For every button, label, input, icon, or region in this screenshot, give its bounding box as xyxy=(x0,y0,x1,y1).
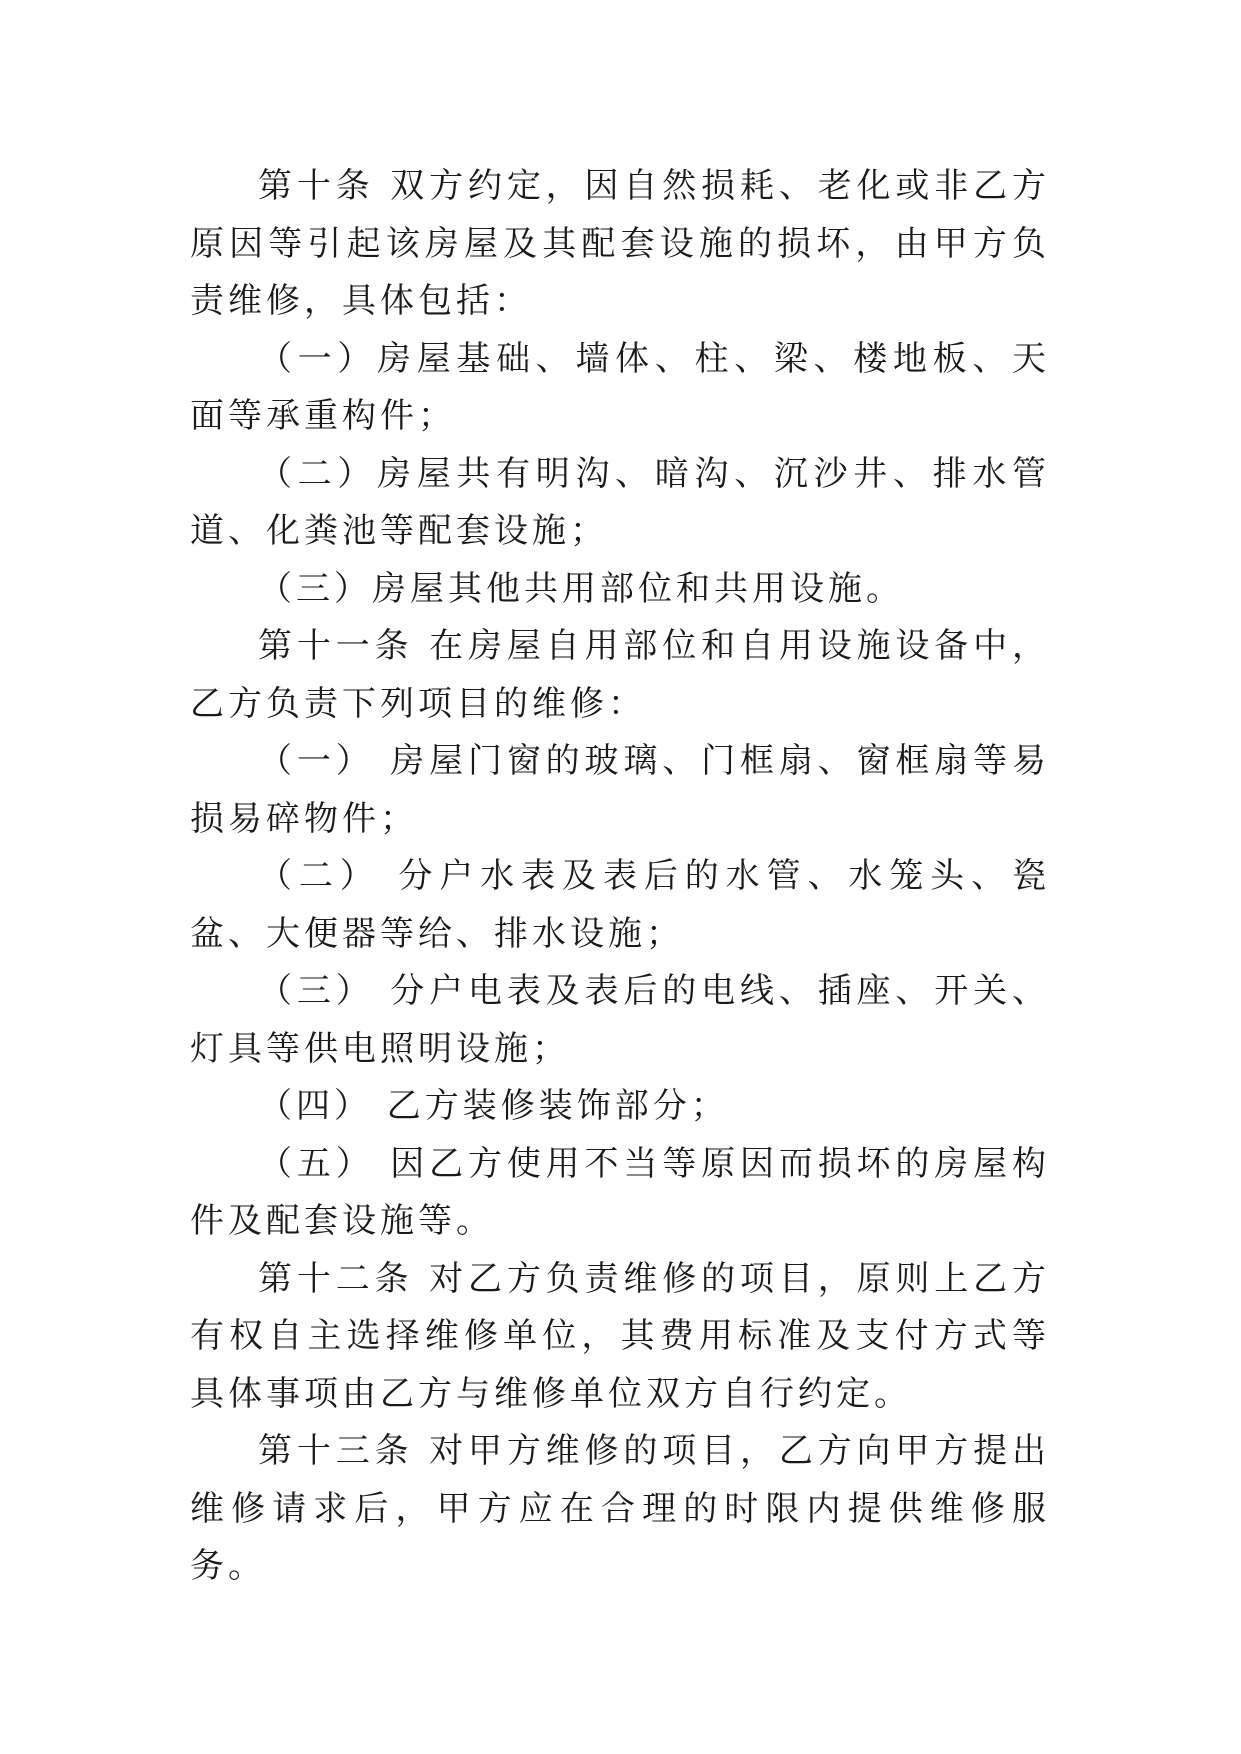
document-body xyxy=(190,158,1050,1596)
paragraph-article-13: 第十三条 对甲方维修的项目，乙方向甲方提出维修请求后，甲方应在合理的时限内提供维修服务。 xyxy=(190,1431,1050,1586)
paragraph-article-10-item-1: （一）房屋基础、墙体、柱、梁、楼地板、天面等承重构件； xyxy=(190,338,1050,436)
paragraph-article-12: 第十二条 对乙方负责维修的项目，原则上乙方有权自主选择维修单位，其费用标准及支付方式等具体事项由乙方与维修单位双方自行约定。 xyxy=(190,1258,1050,1414)
paragraph-article-10-item-2: （二）房屋共有明沟、暗沟、沉沙井、排水管道、化粪池等配套设施； xyxy=(190,453,1050,551)
paragraph-article-11-item-5: （五） 因乙方使用不当等原因而损坏的房屋构件及配套设施等。 xyxy=(190,1143,1050,1241)
paragraph-article-10-item-3: （三）房屋其他共用部位和共用设施。 xyxy=(258,568,904,609)
paragraph-article-11-item-3: （三） 分户电表及表后的电线、插座、开关、灯具等供电照明设施； xyxy=(190,971,1050,1069)
paragraph-article-11-item-4: （四） 乙方装修装饰部分； xyxy=(258,1086,729,1126)
paragraph-article-11-item-2: （二） 分户水表及表后的水管、水笼头、瓷盆、大便器等给、排水设施； xyxy=(190,856,1050,954)
paragraph-article-11: 第十一条 在房屋自用部位和自用设施设备中，乙方负责下列项目的维修： xyxy=(190,626,1050,724)
paragraph-article-11-item-1: （一） 房屋门窗的玻璃、门框扇、窗框扇等易损易碎物件； xyxy=(190,741,1050,839)
paragraph-article-10: 第十条 双方约定，因自然损耗、老化或非乙方原因等引起该房屋及其配套设施的损坏，由甲方负责维修，具体包括： xyxy=(190,166,1050,321)
